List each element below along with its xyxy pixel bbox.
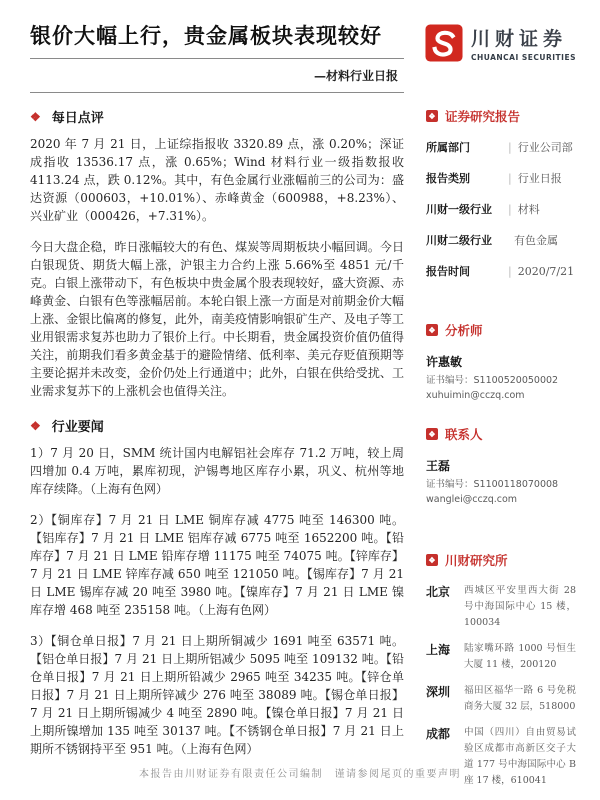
office-city: 深圳 xyxy=(426,685,451,700)
meta-label: 报告时间 xyxy=(426,265,470,279)
industry-news-item: 1）7 月 20 日，SMM 统计国内电解铝社会库存 71.2 万吨，较上周四增加 0.4 万吨，累库初现，沪锡粤地区库存小累，巩义、杭州等地库存续降。（上海有色网） xyxy=(30,446,404,497)
meta-value: 行业日报 xyxy=(517,172,562,186)
industry-news-item: 3）【铜仓单日报】7 月 21 日上期所铜减少 1691 吨至 63571 吨。【铝仓单日报】7 月 21 日上期所铝减少 5095 吨至 109132 吨。【铅仓单日报】7 月 21 日上期所铅减少 2965 吨至 34235 吨。【锌仓单日报】7 月 21 日上期所锌减少 276 吨至 38089 吨。【锡仓单日报】7 月 21 日上期所锡减少 4 吨至 2890 吨。【镍仓单日报】7 月 21 日上期所镍增加 135 吨至 30137 吨。【不锈钢仓单日报】7 月 21 日上期所不锈钢持平至 951 吨。（上海有色网） xyxy=(30,634,404,757)
office-shanghai xyxy=(426,641,576,673)
diamond-marker-icon: ❖ xyxy=(30,418,41,433)
chuancai-logo-icon xyxy=(425,24,463,62)
meta-row-industry-level1 xyxy=(426,201,576,217)
contact-email: wanglei@cczq.com xyxy=(426,494,518,506)
red-square-icon: ❖ xyxy=(426,110,438,122)
meta-row-department xyxy=(426,139,576,155)
analyst-email: xuhuimin@cczq.com xyxy=(426,390,525,402)
analyst-name: 许惠敏 xyxy=(426,355,463,370)
meta-label: 所属部门 xyxy=(426,141,470,155)
meta-label: 川财一级行业 xyxy=(426,203,492,217)
section-title: 每日点评 xyxy=(51,111,104,127)
contact-cert-number: 证书编号：S1100118070008 xyxy=(426,479,559,491)
footer-disclaimer: 本报告由川财证券有限责任公司编制 谨请参阅尾页的重要声明 xyxy=(139,769,461,780)
sidebar-header-label: 川财研究所 xyxy=(445,553,508,569)
subtitle-divider xyxy=(30,92,404,93)
contact-name: 王磊 xyxy=(426,459,451,474)
red-square-icon: ❖ xyxy=(426,428,438,440)
section-heading-industry-news xyxy=(30,416,404,435)
red-square-icon: ❖ xyxy=(426,554,438,566)
analyst-cert-number: 证书编号：S1100520050002 xyxy=(426,375,559,387)
section-heading-daily-comment xyxy=(30,107,404,126)
meta-row-report-type xyxy=(426,170,576,186)
sidebar-header-analyst xyxy=(426,321,576,339)
office-address: 中国（四川）自由贸易试验区成都市高新区交子大道 177 号中海国际中心 B 座 17 楼，610041 xyxy=(464,727,576,787)
report-header xyxy=(0,0,600,93)
page-subtitle: —材料行业日报 xyxy=(313,69,398,84)
logo-name-en: CHUANCAI SECURITIES xyxy=(470,53,576,62)
office-city: 上海 xyxy=(426,643,451,658)
daily-comment-paragraph: 2020 年 7 月 21 日，上证综指报收 3320.89 点，涨 0.20%；深证成指收 13536.17 点，涨 0.65%；Wind 材料行业一级指数报收 4113.24 点，跌 0.12%。其中，有色金属行业涨幅前三的公司为：盛达资源（000603，+10.01%）、赤峰黄金（600988，+8.23%）、兴业矿业（000426，+7.31%）。 xyxy=(30,137,404,224)
meta-row-report-date xyxy=(426,263,576,279)
analyst-card xyxy=(426,353,576,403)
diamond-marker-icon: ❖ xyxy=(30,109,41,124)
meta-pipe: | xyxy=(508,172,512,186)
office-address: 陆家嘴环路 1000 号恒生大厦 11 楼，200120 xyxy=(464,643,576,671)
meta-row-industry-level2 xyxy=(426,232,576,248)
meta-pipe: | xyxy=(508,265,512,279)
meta-pipe: | xyxy=(508,203,512,217)
red-square-icon: ❖ xyxy=(426,324,438,336)
sidebar-header-label: 分析师 xyxy=(445,323,483,339)
sidebar-header-contact xyxy=(426,425,576,443)
meta-value: 2020/7/21 xyxy=(517,265,575,279)
page-title: 银价大幅上行，贵金属板块表现较好 xyxy=(30,23,382,48)
meta-label: 报告类别 xyxy=(426,172,470,186)
sidebar-header-label: 证券研究报告 xyxy=(445,109,521,125)
sidebar-header-research-report xyxy=(426,107,576,125)
content-columns xyxy=(0,93,600,799)
office-city: 成都 xyxy=(426,727,451,742)
logo-name-cn: 川财证券 xyxy=(470,28,567,50)
meta-value: 材料 xyxy=(517,203,540,217)
contact-card xyxy=(426,457,576,507)
office-address: 西城区平安里西大街 28 号中海国际中心 15 楼，100034 xyxy=(464,585,576,629)
office-beijing xyxy=(426,583,576,631)
main-column xyxy=(30,97,404,799)
title-divider xyxy=(30,58,404,59)
meta-pipe: | xyxy=(508,141,512,155)
office-address: 福田区福华一路 6 号免税商务大厦 32 层，518000 xyxy=(464,685,576,713)
daily-comment-paragraph: 今日大盘企稳，昨日涨幅较大的有色、煤炭等周期板块小幅回调。今日白银现货、期货大幅上涨，沪银主力合约上涨 5.66%至 4851 元/千克。白银上涨带动下，有色板块中贵金属个股表现较好，盛大资源、赤峰黄金、白银有色等涨幅居前。本轮白银上涨一方面是对前期金价大幅上涨、金银比偏离的修复，此外，南美疫情影响银矿生产、及电子等工业用银需求复苏也助力了银价上行。中长期看，贵金属投资价值仍值得关注，前期我们看多黄金基于的避险情绪、低利率、美元存贬值预期等主要论据并未改变，金价仍处上行通道中；此外，白银在供给受扰、工业需求复苏下的上涨机会也值得关注。 xyxy=(30,240,404,399)
sidebar-header-label: 联系人 xyxy=(445,427,483,443)
report-sidebar xyxy=(426,97,576,799)
office-shenzhen xyxy=(426,683,576,715)
company-logo xyxy=(425,24,576,62)
meta-value: 行业公司部 xyxy=(517,141,573,155)
office-city: 北京 xyxy=(426,585,451,600)
sidebar-header-institute xyxy=(426,551,576,569)
industry-news-item: 2）【铜库存】7 月 21 日 LME 铜库存减 4775 吨至 146300 吨。【铝库存】7 月 21 日 LME 铝库存减 6775 吨至 1652200 吨。【铅库存】7 月 21 日 LME 铅库存增 11175 吨至 74075 吨。【锌库存】7 月 21 日 LME 锌库存减 650 吨至 121050 吨。【锡库存】7 月 21 日 LME 锡库存减 20 吨至 3980 吨。【镍库存】7 月 21 日 LME 镍库存增 468 吨至 235158 吨。（上海有色网） xyxy=(30,513,404,618)
section-title: 行业要闻 xyxy=(51,420,104,436)
meta-value: 有色金属 xyxy=(514,234,558,248)
meta-label: 川财二级行业 xyxy=(426,234,492,248)
logo-text xyxy=(471,24,576,62)
title-block xyxy=(30,20,404,93)
